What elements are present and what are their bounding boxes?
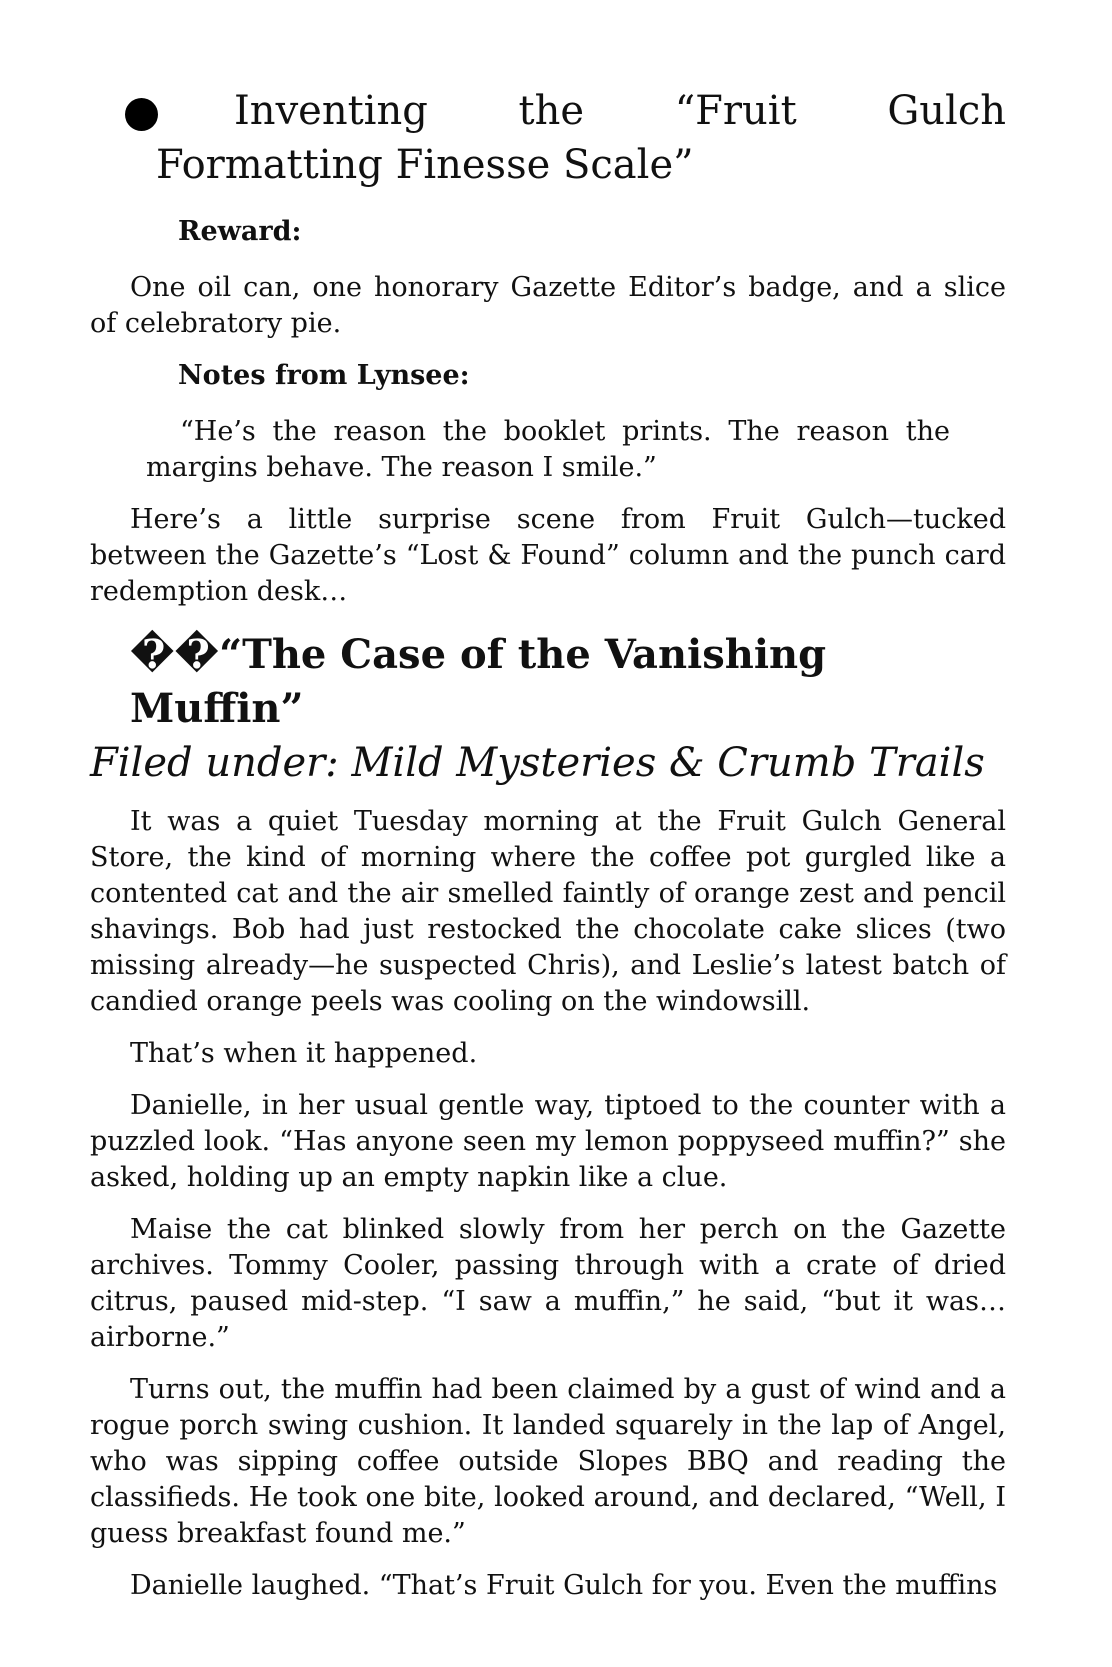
reward-label: Reward: — [178, 216, 302, 247]
story-title-text: “The Case of the Vanishing Muffin” — [130, 631, 827, 732]
document-page — [90, 84, 1006, 1620]
reward-text: One oil can, one honorary Gazette Editor’s badge, and a slice of celebratory pie. — [90, 272, 1006, 339]
section-heading — [90, 84, 1006, 192]
story-paragraph: Danielle laughed. “That’s Fruit Gulch for you. Even the muffins — [130, 1570, 998, 1601]
story-paragraph: That’s when it happened. — [130, 1038, 478, 1069]
broken-emoji-glyph: �� — [130, 631, 220, 678]
story-title — [90, 628, 1006, 736]
story-paragraph: Turns out, the muffin had been claimed by a gust of wind and a rogue porch swing cushion. It landed squarely in the lap of Angel, who was sipping coffee outside Slopes BBQ and reading the classifieds. He took one bite, looked around, and declared, “Well, I guess breakfast found me.” — [90, 1374, 1006, 1549]
story-paragraph: Maise the cat blinked slowly from her perch on the Gazette archives. Tommy Cooler, passing through with a crate of dried citrus, paused mid-step. “I saw a muffin,” he said, “but it was… airborne.” — [90, 1214, 1006, 1353]
section-heading-text: Inventing the “Fruit Gulch Formatting Finesse Scale” — [156, 88, 1006, 188]
story-paragraph: It was a quiet Tuesday morning at the Fruit Gulch General Store, the kind of morning where the coffee pot gurgled like a contented cat and the air smelled faintly of orange zest and pencil shavings. Bob had just restocked the chocolate cake slices (two missing already—he suspected Chris), and Leslie’s latest batch of candied orange peels was cooling on the windowsill. — [90, 806, 1006, 1017]
story-paragraph: Danielle, in her usual gentle way, tiptoed to the counter with a puzzled look. “Has anyone seen my lemon poppyseed muffin?” she asked, holding up an empty napkin like a clue. — [90, 1090, 1006, 1193]
notes-quote: “He’s the reason the booklet prints. The reason the margins behave. The reason I smile.” — [146, 416, 950, 483]
story-subtitle: Filed under: Mild Mysteries & Crumb Trails — [90, 740, 985, 786]
bullet-icon — [125, 98, 158, 131]
intro-paragraph: Here’s a little surprise scene from Fruit Gulch—tucked between the Gazette’s “Lost & Found” column and the punch card redemption desk… — [90, 504, 1006, 607]
notes-label: Notes from Lynsee: — [178, 360, 470, 391]
